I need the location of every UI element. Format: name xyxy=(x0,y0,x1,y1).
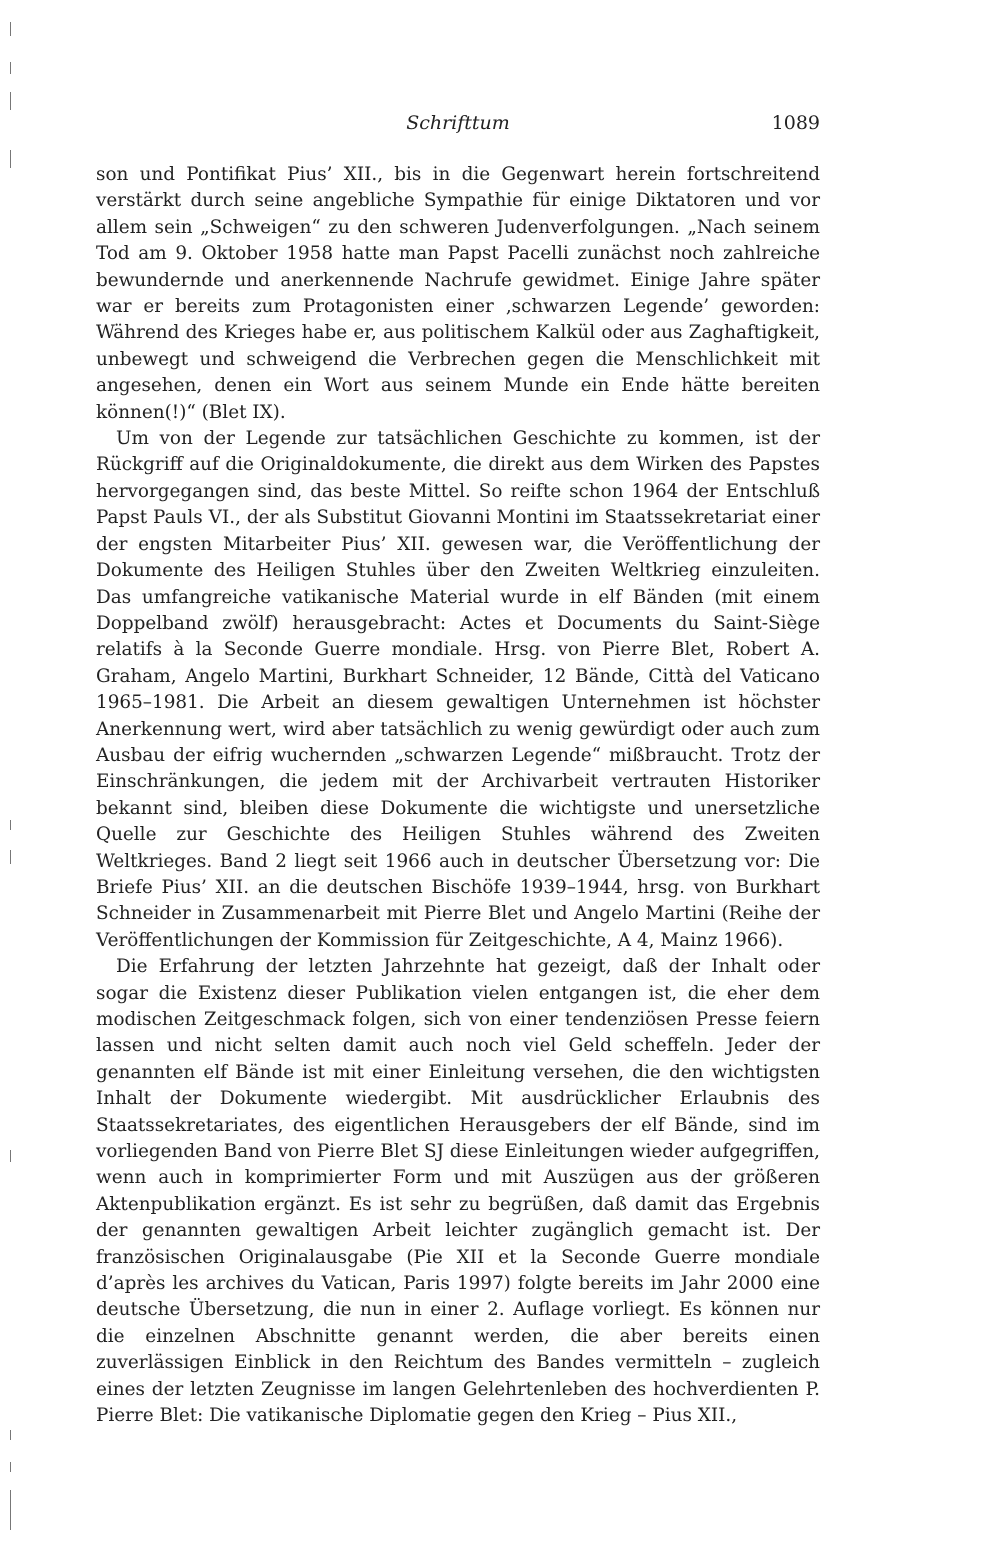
page-header xyxy=(96,108,820,138)
paragraph-continued: son und Pontifikat Pius’ XII., bis in die Gegenwart herein fortschreitend verstärkt durch seine angebliche Sympathie für einige Diktatoren und vor allem sein „Schweigen“ zu den schweren Judenverfolgungen. „Nach seinem Tod am 9. Oktober 1958 hatte man Papst Pacelli zunächst noch zahlreiche bewundernde und anerkennende Nachrufe gewidmet. Einige Jahre später war er bereits zum Protagonisten einer ‚schwarzen Legende’ geworden: Während des Krieges habe er, aus politischem Kalkül oder aus Zaghaftigkeit, unbewegt und schweigend die Verbrechen gegen die Menschlichkeit mit angesehen, denen ein Wort aus seinem Munde ein Ende hätte bereiten können(!)“ (Blet IX). xyxy=(96,164,820,423)
running-head: Schrifttum xyxy=(406,112,510,134)
page-number: 1089 xyxy=(771,112,820,134)
paragraph: Die Erfahrung der letzten Jahrzehnte hat gezeigt, daß der Inhalt oder sogar die Existenz dieser Publikation vielen entgangen ist, die eher dem modischen Zeitgeschmack folgen, sich von einer tendenziösen Presse feiern lassen und nicht selten damit auch noch viel Geld scheffeln. Jeder der genannten elf Bände ist mit einer Einleitung versehen, die den wichtigsten Inhalt der Dokumente wiedergibt. Mit ausdrücklicher Erlaubnis des Staatssekretariates, des eigentlichen Herausgebers der elf Bände, sind im vorliegenden Band von Pierre Blet SJ diese Einleitungen wieder aufgegriffen, wenn auch in komprimierter Form und mit Auszügen aus der größeren Aktenpublikation ergänzt. Es ist sehr zu begrüßen, daß damit das Ergebnis der genannten gewaltigen Arbeit leichter zugänglich gemacht ist. Der französischen Originalausgabe (Pie XII et la Seconde Guerre mondiale d’après les archives du Vatican, Paris 1997) folgte bereits im Jahr 2000 eine deutsche Übersetzung, die nun in einer 2. Auflage vorliegt. Es können nur die einzelnen Abschnitte genannt werden, die aber bereits einen zuverlässigen Einblick in den Reichtum des Bandes vermitteln – zugleich eines der letzten Zeugnisse im langen Gelehrtenleben des hochverdienten P. Pierre Blet: Die vatikanische Diplomatie gegen den Krieg – Pius XII., xyxy=(96,956,820,1427)
paragraph: Um von der Legende zur tatsächlichen Geschichte zu kommen, ist der Rückgriff auf die Originaldokumente, die direkt aus dem Wirken des Papstes hervorgegangen sind, das beste Mittel. So reifte schon 1964 der Entschluß Papst Pauls VI., der als Substitut Giovanni Montini im Staatssekretariat einer der engsten Mitarbeiter Pius’ XII. gewesen war, die Veröffentlichung der Dokumente des Heiligen Stuhles über den Zweiten Weltkrieg einzuleiten. Das umfangreiche vatikanische Material wurde in elf Bänden (mit einem Doppelband zwölf) herausgebracht: Actes et Documents du Saint-Siège relatifs à la Seconde Guerre mondiale. Hrsg. von Pierre Blet, Robert A. Graham, Angelo Martini, Burkhart Schneider, 12 Bände, Città del Vaticano 1965–1981. Die Arbeit an diesem gewaltigen Unternehmen ist höchster Anerkennung wert, wird aber tatsächlich zu wenig gewürdigt oder auch zum Ausbau der eifrig wuchernden „schwarzen Legende“ mißbraucht. Trotz der Einschränkungen, die jedem mit der Archivarbeit vertrauten Historiker bekannt sind, bleiben diese Dokumente die wichtigste und unersetzliche Quelle zur Geschichte des Heiligen Stuhles während des Zweiten Weltkrieges. Band 2 liegt seit 1966 auch in deutscher Übersetzung vor: Die Briefe Pius’ XII. an die deutschen Bischöfe 1939–1944, hrsg. von Burkhart Schneider in Zusammenarbeit mit Pierre Blet und Angelo Martini (Reihe der Veröffentlichungen der Kommission für Zeitgeschichte, A 4, Mainz 1966). xyxy=(96,428,820,951)
scan-edge-marks xyxy=(10,0,14,1560)
body-text xyxy=(96,162,820,1430)
